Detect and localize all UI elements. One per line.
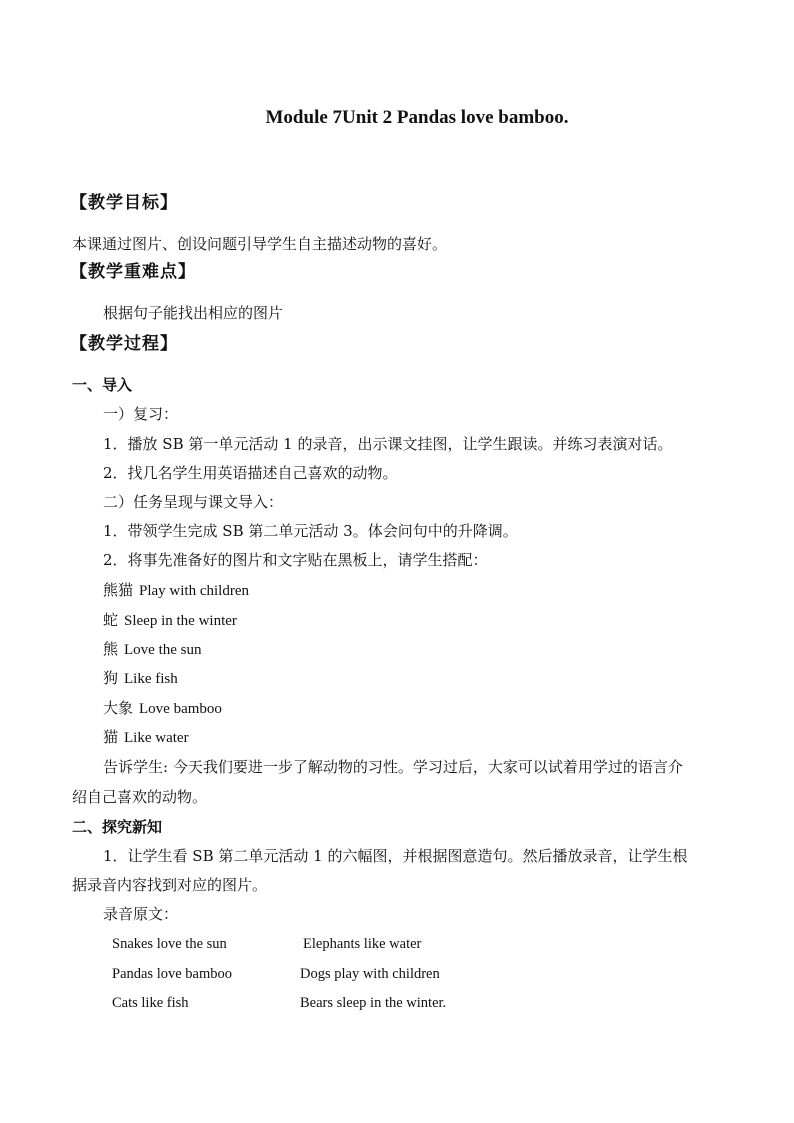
goal-heading: 【教学目标】 [70, 193, 178, 213]
task-label: 二）任务呈现与课文导入： [103, 493, 284, 511]
step-1-line-2: 据录音内容找到对应的图片。 [72, 876, 268, 894]
document-title: Module 7Unit 2 Pandas love bamboo. [265, 107, 569, 128]
pair-animal: 大象 [103, 699, 134, 717]
match-pair [103, 639, 202, 660]
pair-habit: Sleep in the winter [124, 613, 237, 629]
recording-line: Pandas love bamboo [112, 966, 233, 982]
pair-animal: 熊猫 [103, 581, 134, 599]
step-1-line-1: 1．让学生看 SB 第二单元活动 1 的六幅图，并根据图意造句。然后播放录音，让学生根 [103, 847, 688, 865]
match-pair [103, 698, 222, 719]
match-pair [103, 668, 178, 689]
task-item-2: 2．将事先准备好的图片和文字贴在黑板上，请学生搭配： [103, 551, 488, 569]
match-pair [103, 580, 249, 601]
review-label: 一）复习： [103, 405, 179, 423]
pair-habit: Love bamboo [139, 701, 222, 717]
key-points-text: 根据句子能找出相应的图片 [103, 304, 284, 322]
pair-animal: 狗 [103, 669, 119, 687]
process-heading: 【教学过程】 [70, 334, 178, 354]
pair-habit: Play with children [139, 583, 249, 599]
recording-label: 录音原文： [103, 905, 179, 923]
recording-line: Elephants like water [303, 936, 422, 952]
key-points-heading: 【教学重难点】 [70, 262, 196, 282]
match-pair [103, 727, 189, 748]
recording-line: Bears sleep in the winter. [300, 995, 447, 1011]
pair-habit: Like fish [124, 671, 178, 687]
recording-line: Dogs play with children [300, 966, 440, 982]
part1-heading: 一、导入 [72, 376, 133, 394]
match-pair [103, 610, 237, 631]
tell-students-line-2: 绍自己喜欢的动物。 [72, 788, 208, 806]
pair-animal: 熊 [103, 640, 119, 658]
pair-animal: 蛇 [103, 611, 119, 629]
recording-line: Cats like fish [112, 995, 189, 1011]
pair-habit: Love the sun [124, 642, 202, 658]
review-item-1: 1．播放 SB 第一单元活动 1 的录音，出示课文挂图，让学生跟读。并练习表演对话。 [103, 435, 673, 453]
goal-text: 本课通过图片、创设问题引导学生自主描述动物的喜好。 [72, 235, 448, 253]
pair-habit: Like water [124, 730, 189, 746]
tell-students-line-1: 告诉学生: 今天我们要进一步了解动物的习性。学习过后，大家可以试着用学过的语言介 [103, 758, 683, 776]
task-item-1: 1．带领学生完成 SB 第二单元活动 3。体会问句中的升降调。 [103, 522, 518, 540]
recording-line: Snakes love the sun [112, 936, 227, 952]
pair-animal: 猫 [103, 728, 119, 746]
review-item-2: 2．找几名学生用英语描述自己喜欢的动物。 [103, 464, 398, 482]
part2-heading: 二、探究新知 [72, 818, 163, 836]
